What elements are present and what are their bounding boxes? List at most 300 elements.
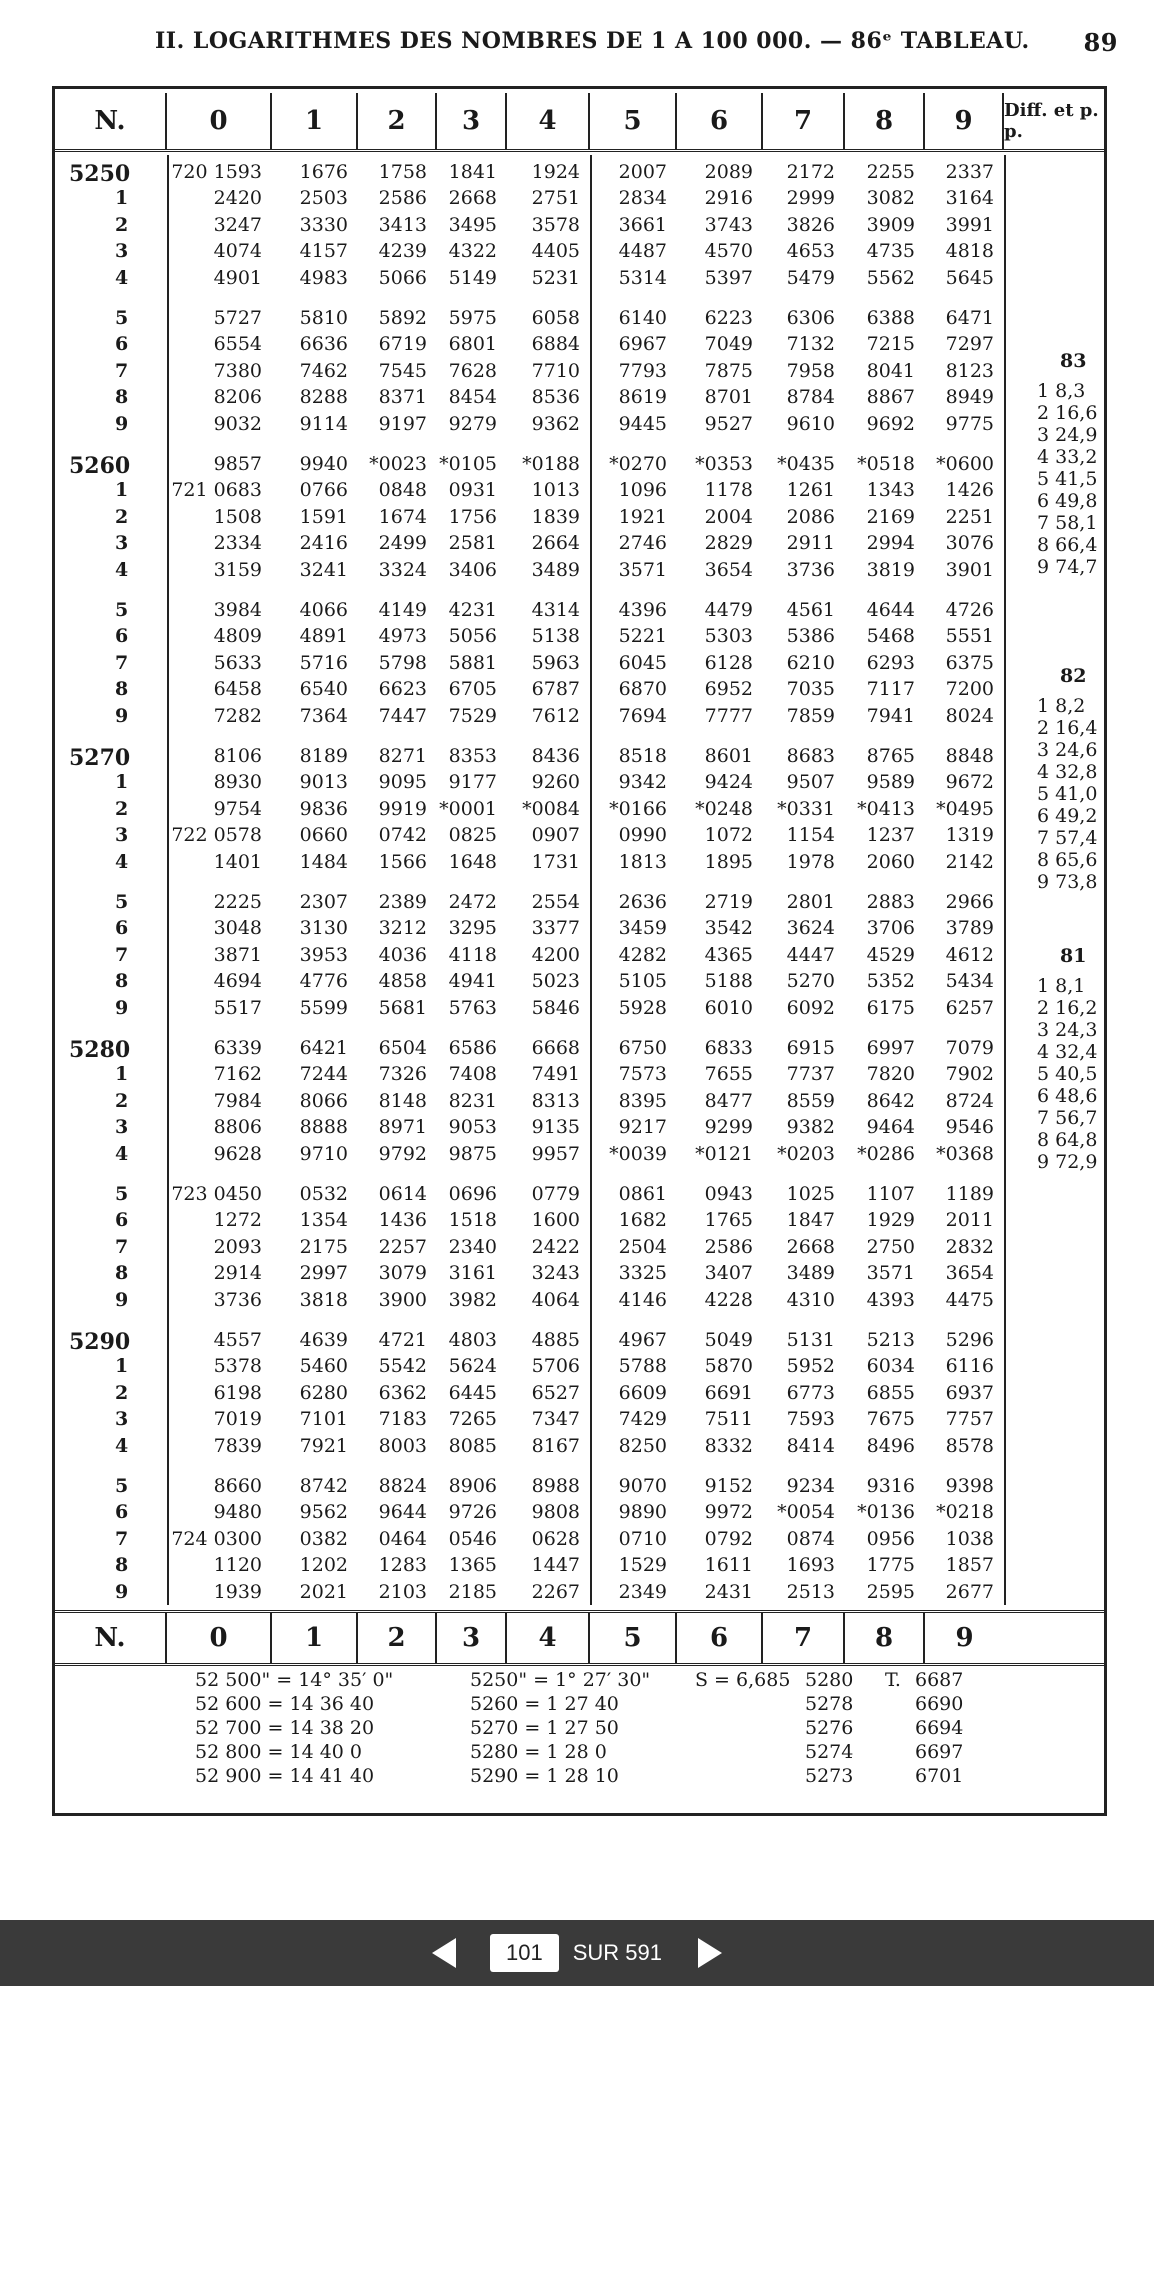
log-value: 9775 <box>945 412 994 435</box>
log-value: 7326 <box>378 1063 427 1086</box>
proportional-part: 4 32,4 <box>1037 1041 1098 1063</box>
log-value: 6527 <box>531 1381 580 1404</box>
row-number: 3 <box>115 824 129 847</box>
log-value: 9053 <box>448 1116 497 1139</box>
proportional-part: 9 73,8 <box>1037 871 1098 893</box>
log-value: 5221 <box>618 625 667 648</box>
log-value: 4721 <box>378 1329 427 1351</box>
log-value: 8578 <box>945 1434 994 1457</box>
log-value: 5551 <box>945 625 994 648</box>
log-value: 8371 <box>378 386 427 409</box>
log-value: 5231 <box>531 266 580 289</box>
arc-conversion: 52 800 = 14 40 0 <box>195 1741 363 1763</box>
log-value: 8454 <box>448 386 497 409</box>
log-value: 2586 <box>378 187 427 210</box>
log-value: 2966 <box>945 891 994 913</box>
log-value: *0368 <box>936 1142 994 1165</box>
log-value: 6293 <box>866 651 915 674</box>
log-value: 4074 <box>213 240 262 263</box>
log-value: 7101 <box>299 1408 348 1431</box>
log-value: 5386 <box>786 625 835 648</box>
sine-value: 5276 <box>805 1717 854 1739</box>
log-value: 4228 <box>704 1288 753 1311</box>
log-value: 6421 <box>299 1037 348 1059</box>
log-value: 8930 <box>213 771 262 794</box>
log-value: 3909 <box>866 213 915 236</box>
log-value: 5131 <box>786 1329 835 1351</box>
log-value: 2719 <box>704 891 753 913</box>
log-value: 0943 <box>704 1183 753 1205</box>
log-value: 7593 <box>786 1408 835 1431</box>
log-value: *0136 <box>857 1501 915 1524</box>
log-value: 9808 <box>531 1501 580 1524</box>
log-value: 6058 <box>531 307 580 329</box>
log-value: 2420 <box>213 187 262 210</box>
log-value: 3578 <box>531 213 580 236</box>
log-value: 5303 <box>704 625 753 648</box>
log-value: *0054 <box>777 1501 835 1524</box>
proportional-part: 1 8,3 <box>1037 380 1086 402</box>
arc-conversion: 52 600 = 14 36 40 <box>195 1693 375 1715</box>
table-row <box>55 851 1104 877</box>
log-value: 2746 <box>618 532 667 555</box>
page-header <box>60 28 1118 68</box>
log-value: 2011 <box>945 1209 994 1232</box>
log-value: 8848 <box>945 745 994 767</box>
log-value: 6504 <box>378 1037 427 1059</box>
log-value: 8106 <box>213 745 262 767</box>
log-value: 7282 <box>213 704 262 727</box>
log-value: 6339 <box>213 1037 262 1059</box>
log-value: 8395 <box>618 1089 667 1112</box>
log-value: 5296 <box>945 1329 994 1351</box>
log-value: 4694 <box>213 970 262 993</box>
log-value: 9546 <box>945 1116 994 1139</box>
proportional-part: 6 48,6 <box>1037 1085 1098 1107</box>
log-value: 1261 <box>786 479 835 502</box>
log-value: 5352 <box>866 970 915 993</box>
log-value: 5213 <box>866 1329 915 1351</box>
log-value: 6116 <box>945 1355 994 1378</box>
log-value: 0779 <box>531 1183 580 1205</box>
log-value: 4639 <box>299 1329 348 1351</box>
row-number: 7 <box>115 651 129 674</box>
log-value: 5105 <box>618 970 667 993</box>
log-value: 5378 <box>213 1355 262 1378</box>
log-value: 6773 <box>786 1381 835 1404</box>
table-row <box>55 1289 1104 1315</box>
log-value: 6691 <box>704 1381 753 1404</box>
log-value: 0861 <box>618 1183 667 1205</box>
proportional-part: 5 41,5 <box>1037 468 1098 490</box>
log-value: *0105 <box>439 453 497 475</box>
log-value: 4726 <box>945 599 994 621</box>
log-value: 7429 <box>618 1408 667 1431</box>
log-value: 9135 <box>531 1116 580 1139</box>
log-value: 3571 <box>618 558 667 581</box>
row-number: 5 <box>115 891 129 913</box>
table-body <box>55 155 1104 1605</box>
log-value: 9589 <box>866 771 915 794</box>
log-value: *0353 <box>695 453 753 475</box>
log-value: 7612 <box>531 704 580 727</box>
table-row <box>55 1554 1104 1580</box>
header-cell: 6 <box>677 93 763 149</box>
log-value: 2021 <box>299 1580 348 1603</box>
log-value: 1756 <box>448 505 497 528</box>
log-value: 5270 <box>786 970 835 993</box>
log-value: 3489 <box>786 1262 835 1285</box>
log-value: 3247 <box>213 213 262 236</box>
log-value: 6540 <box>299 678 348 701</box>
previous-page-icon[interactable] <box>432 1938 456 1968</box>
log-value: 4776 <box>299 970 348 993</box>
log-value: 2093 <box>213 1235 262 1258</box>
log-value: 2677 <box>945 1580 994 1603</box>
log-value: 5633 <box>213 651 262 674</box>
log-value: 7921 <box>299 1434 348 1457</box>
log-value: 0532 <box>299 1183 348 1205</box>
log-value: 6997 <box>866 1037 915 1059</box>
row-number: 5260 <box>69 453 131 479</box>
arc-conversion: 52 900 = 14 41 40 <box>195 1765 375 1787</box>
log-value: 8765 <box>866 745 915 767</box>
log-value: 9095 <box>378 771 427 794</box>
log-value: 8971 <box>378 1116 427 1139</box>
log-value: 9972 <box>704 1501 753 1524</box>
log-value: 2307 <box>299 891 348 913</box>
log-value: 4653 <box>786 240 835 263</box>
log-value: 0546 <box>448 1527 497 1550</box>
log-value: 2832 <box>945 1235 994 1258</box>
log-value: 4983 <box>299 266 348 289</box>
log-value: 3459 <box>618 917 667 940</box>
log-value: 8085 <box>448 1434 497 1457</box>
row-number: 5 <box>115 599 129 621</box>
proportional-part: 9 74,7 <box>1037 556 1098 578</box>
log-value: 9424 <box>704 771 753 794</box>
log-value: 8041 <box>866 359 915 382</box>
log-value: 1518 <box>448 1209 497 1232</box>
log-value: 8231 <box>448 1089 497 1112</box>
log-value: 2554 <box>531 891 580 913</box>
log-value: 1426 <box>945 479 994 502</box>
row-number: 6 <box>115 1209 129 1232</box>
log-value: 2175 <box>299 1235 348 1258</box>
header-cell: 5 <box>590 1613 677 1663</box>
row-number: 9 <box>115 704 129 727</box>
log-value: 6306 <box>786 307 835 329</box>
table-row <box>55 1581 1104 1607</box>
log-value: 1765 <box>704 1209 753 1232</box>
proportional-part: 5 41,0 <box>1037 783 1098 805</box>
header-cell: 7 <box>763 1613 845 1663</box>
log-value: 5542 <box>378 1355 427 1378</box>
proportional-part: 8 64,8 <box>1037 1129 1098 1151</box>
log-value: 4149 <box>378 599 427 621</box>
log-value: 2416 <box>299 532 348 555</box>
row-number: 9 <box>115 1580 129 1603</box>
header-cell: N. <box>55 93 167 149</box>
header-cell: Diff. et p. p. <box>1004 100 1099 142</box>
log-value: 4231 <box>448 599 497 621</box>
proportional-part: 2 16,4 <box>1037 717 1098 739</box>
log-value: 3241 <box>299 558 348 581</box>
log-value: 0874 <box>786 1527 835 1550</box>
row-number: 1 <box>115 479 129 502</box>
proportional-part: 4 32,8 <box>1037 761 1098 783</box>
log-value: 1120 <box>213 1554 262 1577</box>
log-value: 9177 <box>448 771 497 794</box>
log-value: 2504 <box>618 1235 667 1258</box>
log-value: 8867 <box>866 386 915 409</box>
log-value: 0766 <box>299 479 348 502</box>
time-conversion: 5270 = 1 27 50 <box>470 1717 619 1739</box>
table-row <box>55 705 1104 731</box>
log-value: 9527 <box>704 412 753 435</box>
tangent-value: 6687 <box>915 1669 964 1691</box>
log-value: 6388 <box>866 307 915 329</box>
next-page-icon[interactable] <box>698 1938 722 1968</box>
log-value: 8619 <box>618 386 667 409</box>
log-value: 4818 <box>945 240 994 263</box>
log-value: 5397 <box>704 266 753 289</box>
table-row <box>55 214 1104 240</box>
log-value: 2257 <box>378 1235 427 1258</box>
log-value: 2883 <box>866 891 915 913</box>
log-value: 8806 <box>213 1116 262 1139</box>
conversion-footer <box>55 1669 1104 1809</box>
log-value: 9260 <box>531 771 580 794</box>
table-row <box>55 1183 1104 1209</box>
log-value: 3079 <box>378 1262 427 1285</box>
log-value: *0518 <box>857 453 915 475</box>
log-value: 1343 <box>866 479 915 502</box>
log-value: 6554 <box>213 333 262 356</box>
log-value: 1484 <box>299 850 348 873</box>
row-number: 1 <box>115 187 129 210</box>
s-constant: S = 6̄,685 <box>695 1669 791 1691</box>
log-value: 7132 <box>786 333 835 356</box>
table-row <box>55 1116 1104 1142</box>
log-value: 2499 <box>378 532 427 555</box>
proportional-part: 6 49,2 <box>1037 805 1098 827</box>
row-number: 1 <box>115 771 129 794</box>
log-value: 8288 <box>299 386 348 409</box>
page-number-input[interactable]: 101 <box>490 1934 559 1972</box>
row-number: 5 <box>115 1183 129 1205</box>
log-value: 6787 <box>531 678 580 701</box>
log-value: 5023 <box>531 970 580 993</box>
log-value: 7244 <box>299 1063 348 1086</box>
log-value: 4396 <box>618 599 667 621</box>
log-value: 3984 <box>213 599 262 621</box>
log-value: 5788 <box>618 1355 667 1378</box>
log-value: 2251 <box>945 505 994 528</box>
log-value: 5798 <box>378 651 427 674</box>
row-number: 2 <box>115 213 129 236</box>
log-value: 5727 <box>213 307 262 329</box>
log-value: 1096 <box>618 479 667 502</box>
proportional-part: 5 40,5 <box>1037 1063 1098 1085</box>
row-number: 3 <box>115 1408 129 1431</box>
proportional-part: 3 24,3 <box>1037 1019 1098 1041</box>
log-value: 8496 <box>866 1434 915 1457</box>
log-value: 9957 <box>531 1142 580 1165</box>
table-row <box>55 1090 1104 1116</box>
log-value: 3243 <box>531 1262 580 1285</box>
log-value: 8148 <box>378 1089 427 1112</box>
log-value: 1013 <box>531 479 580 502</box>
log-value: 8332 <box>704 1434 753 1457</box>
proportional-part: 2 16,2 <box>1037 997 1098 1019</box>
header-cell: 0 <box>167 1613 272 1663</box>
log-value: 6801 <box>448 333 497 356</box>
row-number: 2 <box>115 797 129 820</box>
log-value: 6967 <box>618 333 667 356</box>
table-row <box>55 917 1104 943</box>
log-value: 4885 <box>531 1329 580 1351</box>
log-value: 1508 <box>213 505 262 528</box>
log-value: 9445 <box>618 412 667 435</box>
log-value: 4146 <box>618 1288 667 1311</box>
table-row <box>55 267 1104 293</box>
log-value: 8414 <box>786 1434 835 1457</box>
log-value: 1401 <box>213 850 262 873</box>
log-value: 6045 <box>618 651 667 674</box>
log-value: 7859 <box>786 704 835 727</box>
log-value: 7777 <box>704 704 753 727</box>
log-value: 9152 <box>704 1475 753 1497</box>
log-value: 4118 <box>448 943 497 966</box>
table-row <box>55 745 1104 771</box>
table-row <box>55 187 1104 213</box>
header-cell: 3 <box>437 93 507 149</box>
tangent-value: 6701 <box>915 1765 964 1787</box>
log-value: 5314 <box>618 266 667 289</box>
tangent-value: 6690 <box>915 1693 964 1715</box>
log-value: 2586 <box>704 1235 753 1258</box>
page-count-label: SUR 591 <box>572 1940 662 1965</box>
log-value: *0248 <box>695 797 753 820</box>
log-value: 5049 <box>704 1329 753 1351</box>
log-value: 2225 <box>213 891 262 913</box>
log-value: 7019 <box>213 1408 262 1431</box>
log-value: 4365 <box>704 943 753 966</box>
row-number: 5280 <box>69 1037 131 1063</box>
log-value: 1847 <box>786 1209 835 1232</box>
log-value: 4973 <box>378 625 427 648</box>
log-value: 6833 <box>704 1037 753 1059</box>
log-value: 1693 <box>786 1554 835 1577</box>
log-value: 4809 <box>213 625 262 648</box>
table-row <box>55 652 1104 678</box>
table-row <box>55 161 1104 187</box>
row-number: 7 <box>115 1235 129 1258</box>
log-value: 5870 <box>704 1355 753 1378</box>
log-value: 7265 <box>448 1408 497 1431</box>
sine-value: 5278 <box>805 1693 854 1715</box>
log-value: 0660 <box>299 824 348 847</box>
log-value: 5188 <box>704 970 753 993</box>
log-value: 8742 <box>299 1475 348 1497</box>
log-value: 4239 <box>378 240 427 263</box>
log-value: 6010 <box>704 996 753 1019</box>
log-value: 1237 <box>866 824 915 847</box>
log-value: 9672 <box>945 771 994 794</box>
log-value: 3654 <box>945 1262 994 1285</box>
table-row <box>55 1262 1104 1288</box>
log-value: 1839 <box>531 505 580 528</box>
log-value: 2664 <box>531 532 580 555</box>
header-cell: 4 <box>507 1613 590 1663</box>
log-value: 1648 <box>448 850 497 873</box>
log-value: 9754 <box>213 797 262 820</box>
log-value: 7737 <box>786 1063 835 1086</box>
log-value: 7984 <box>213 1089 262 1112</box>
log-value: 3164 <box>945 187 994 210</box>
table-row <box>55 1382 1104 1408</box>
proportional-part: 1 8,1 <box>1037 975 1086 997</box>
difference-header: 82 <box>1060 665 1087 687</box>
table-row <box>55 1528 1104 1554</box>
log-value: 7447 <box>378 704 427 727</box>
log-value: 8206 <box>213 386 262 409</box>
row-number: 3 <box>115 240 129 263</box>
row-number: 2 <box>115 505 129 528</box>
log-value: 4487 <box>618 240 667 263</box>
log-value: 6855 <box>866 1381 915 1404</box>
log-value: 5599 <box>299 996 348 1019</box>
log-value: 1841 <box>448 161 497 183</box>
log-value: 1758 <box>378 161 427 183</box>
log-value: *0001 <box>439 797 497 820</box>
log-value: 9875 <box>448 1142 497 1165</box>
header-cell: 2 <box>358 1613 437 1663</box>
row-number: 5270 <box>69 745 131 771</box>
log-value: 3406 <box>448 558 497 581</box>
log-value: *0331 <box>777 797 835 820</box>
table-row <box>55 307 1104 333</box>
log-value: 3818 <box>299 1288 348 1311</box>
log-value: 2751 <box>531 187 580 210</box>
log-value: 2581 <box>448 532 497 555</box>
log-value: 3819 <box>866 558 915 581</box>
log-value: 3542 <box>704 917 753 940</box>
table-row <box>55 1408 1104 1434</box>
table-row <box>55 1501 1104 1527</box>
row-number: 5290 <box>69 1329 131 1355</box>
log-value: 3900 <box>378 1288 427 1311</box>
log-value: 721 0683 <box>171 479 262 502</box>
log-value: 2999 <box>786 187 835 210</box>
proportional-part: 9 72,9 <box>1037 1151 1098 1173</box>
table-row <box>55 360 1104 386</box>
header-cell: 9 <box>955 1623 974 1653</box>
log-value: 4644 <box>866 599 915 621</box>
log-value: 7491 <box>531 1063 580 1086</box>
log-value: 6870 <box>618 678 667 701</box>
table-row <box>55 798 1104 824</box>
proportional-part: 7 56,7 <box>1037 1107 1098 1129</box>
log-value: 5892 <box>378 307 427 329</box>
log-value: 4036 <box>378 943 427 966</box>
proportional-part: 1 8,2 <box>1037 695 1086 717</box>
log-value: 8024 <box>945 704 994 727</box>
log-value: 7162 <box>213 1063 262 1086</box>
log-value: 9644 <box>378 1501 427 1524</box>
log-value: 6210 <box>786 651 835 674</box>
